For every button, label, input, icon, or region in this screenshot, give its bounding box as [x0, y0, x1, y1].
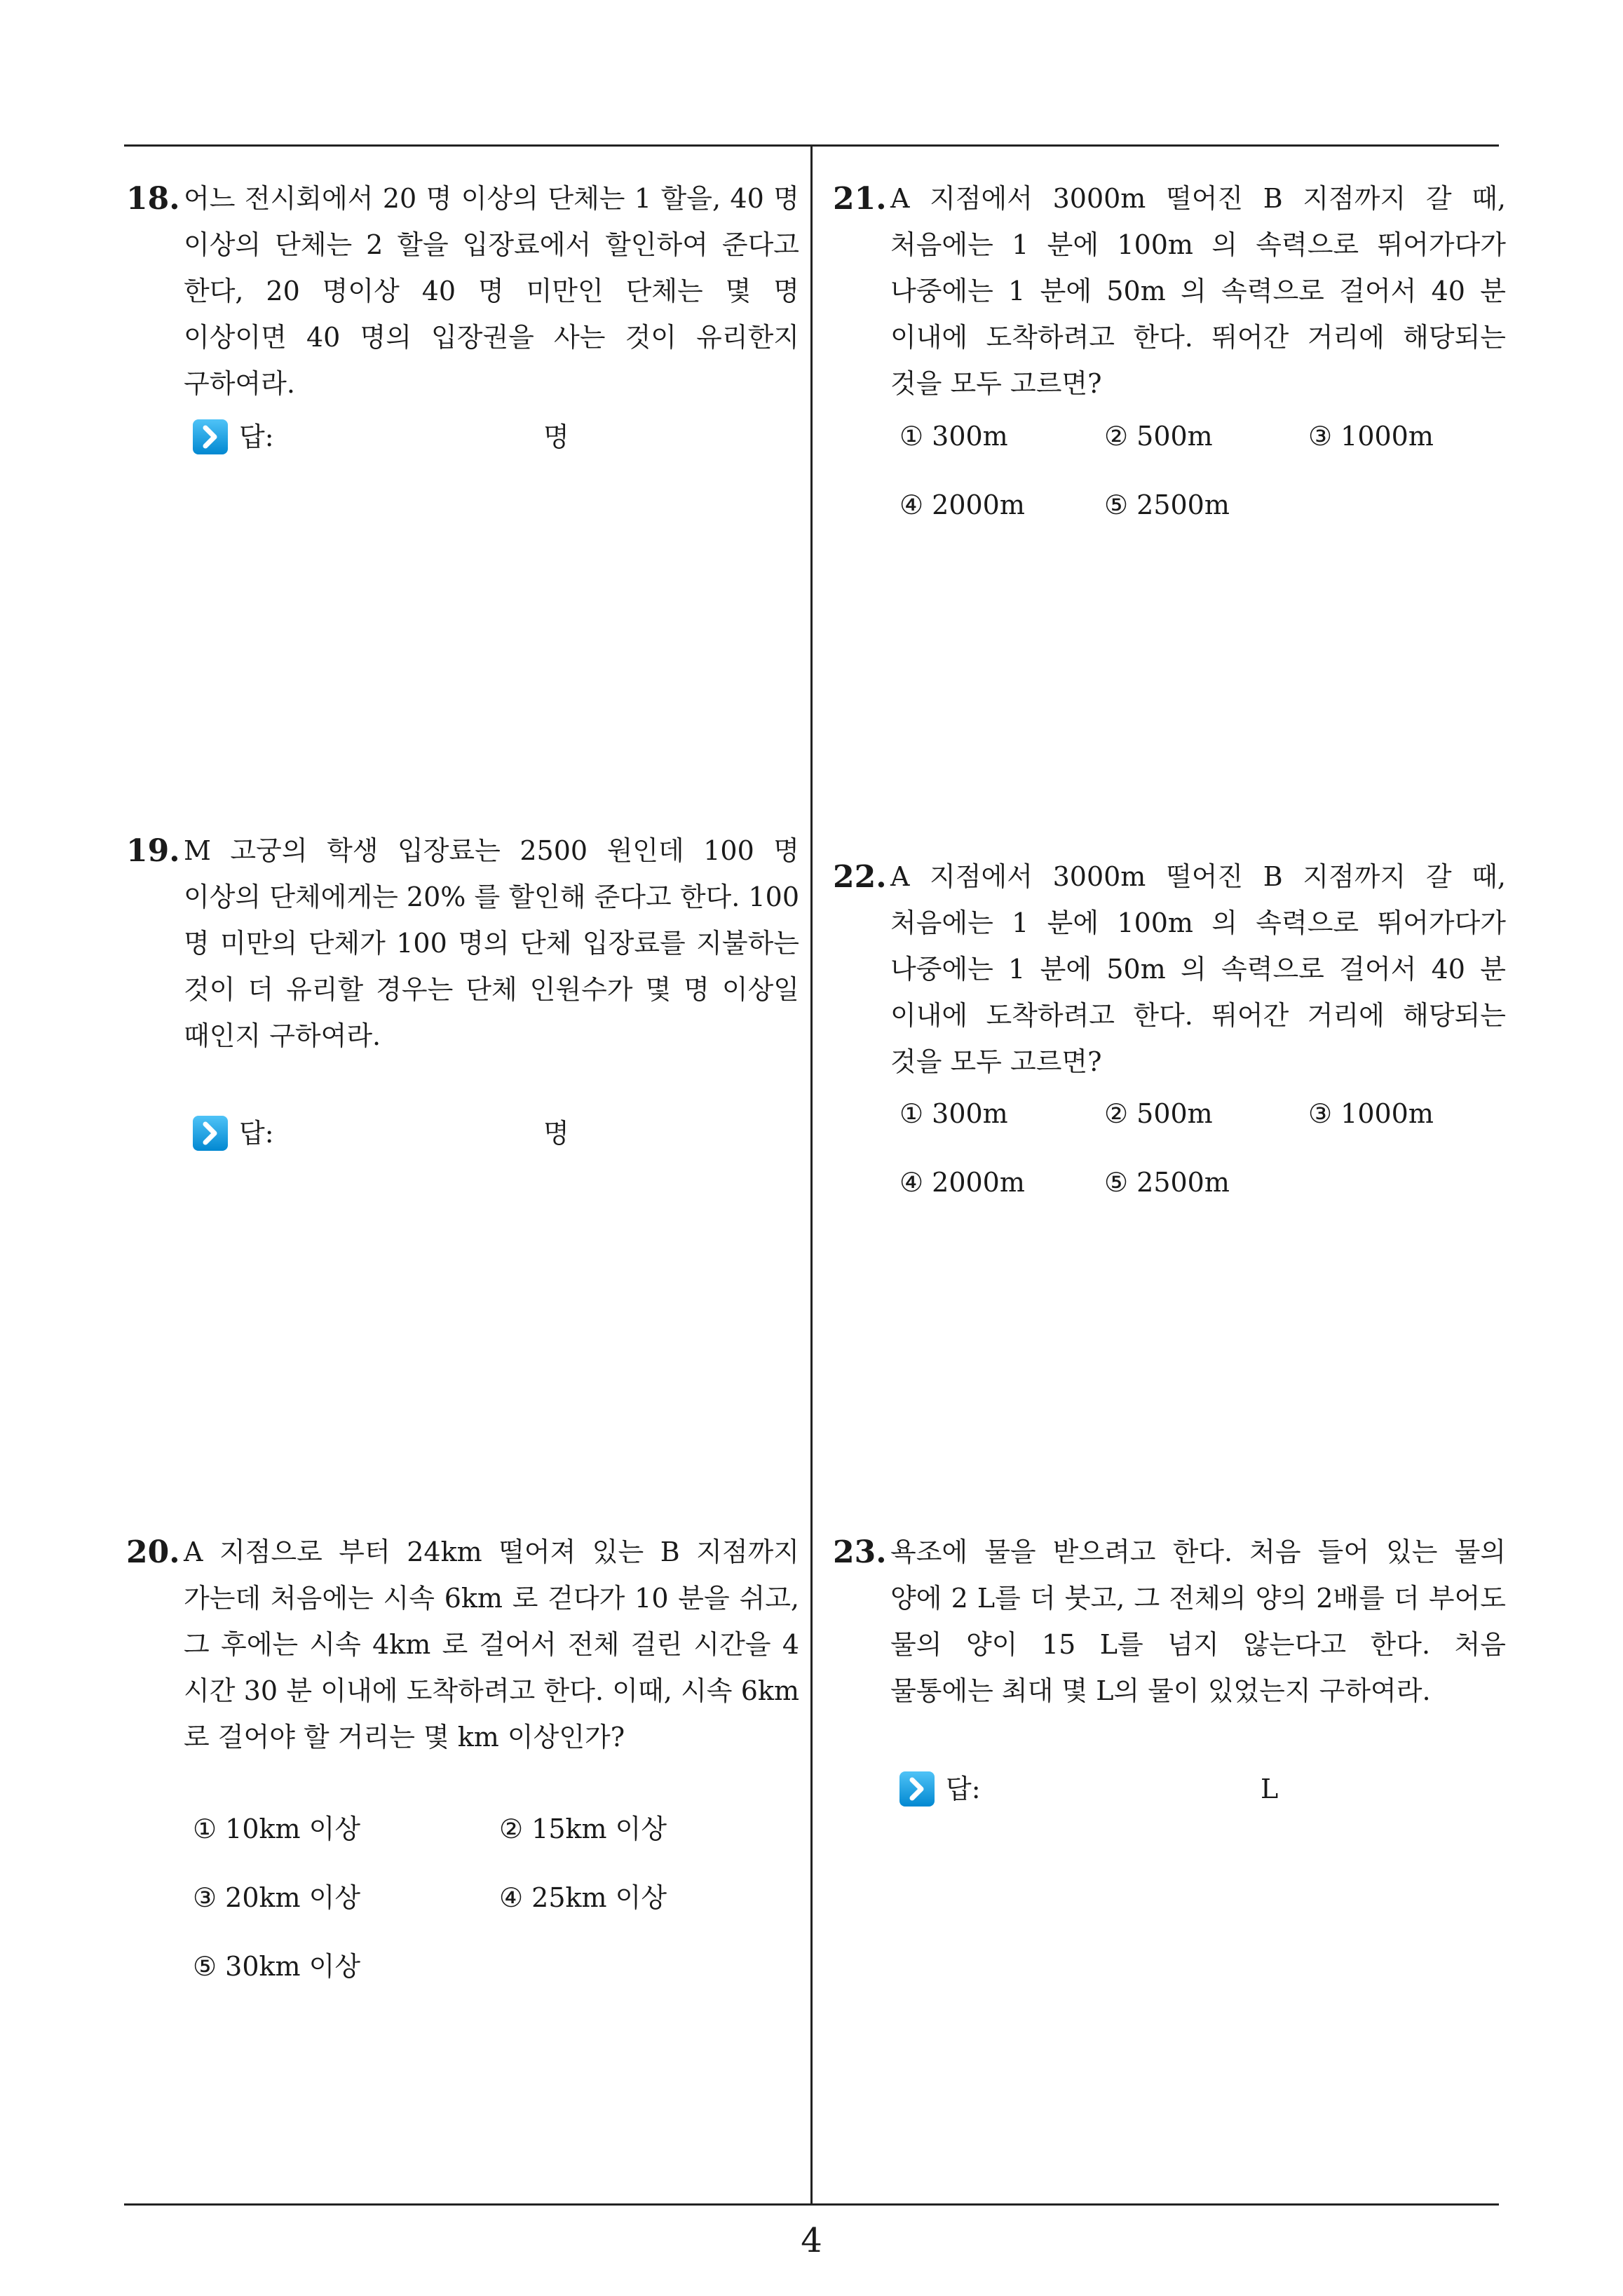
choice-4[interactable]: ④ 25km 이상	[499, 1882, 667, 1913]
problem-text: A 지점으로 부터 24km 떨어져 있는 B 지점까지 가는데 처음에는 시속 6km 로 걷다가 10 분을 쉬고, 그 후에는 시속 4km 로 걸어서 전체 걸린 시간을 4 시간 30 분 이내에 도착하려고 한다. 이때, 시속 6km 로 걸어야 할 거리는 몇 km 이상인가?	[184, 1537, 799, 1753]
answer-unit: L	[1261, 1774, 1279, 1804]
problem-number: 18.	[126, 181, 180, 217]
problem-number: 23.	[833, 1534, 887, 1570]
choice-2[interactable]: ② 500m	[1104, 1098, 1213, 1129]
problem-number: 19.	[126, 833, 180, 869]
problem-number: 20.	[126, 1534, 180, 1570]
choice-1[interactable]: ① 10km 이상	[193, 1814, 361, 1844]
answer-field-19[interactable]	[193, 1110, 585, 1152]
answer-unit: 명	[543, 421, 569, 452]
choice-4[interactable]: ④ 2000m	[899, 489, 1025, 520]
choice-1[interactable]: ① 300m	[899, 421, 1008, 452]
problem-18	[126, 175, 799, 407]
chevron-right-icon	[899, 1771, 935, 1807]
problem-text: A 지점에서 3000m 떨어진 B 지점까지 갈 때, 처음에는 1 분에 100m 의 속력으로 뛰어가다가 나중에는 1 분에 50m 의 속력으로 걸어서 40 분 이내에 도착하려고 한다. 뛰어간 거리에 해당되는 것을 모두 고르면?	[890, 183, 1506, 399]
choice-3[interactable]: ③ 1000m	[1308, 421, 1434, 452]
page-number: 4	[801, 2221, 822, 2260]
problem-23	[833, 1529, 1506, 1714]
choice-2[interactable]: ② 500m	[1104, 421, 1213, 452]
chevron-right-icon	[193, 1116, 228, 1151]
problem-21	[833, 175, 1506, 407]
choice-5[interactable]: ⑤ 2500m	[1104, 1167, 1230, 1198]
answer-label: 답:	[239, 421, 274, 452]
choice-3[interactable]: ③ 20km 이상	[193, 1882, 361, 1913]
answer-label: 답:	[946, 1774, 981, 1804]
problem-text: 욕조에 물을 받으려고 한다. 처음 들어 있는 물의 양에 2 L를 더 붓고, 그 전체의 양의 2배를 더 부어도 물의 양이 15 L를 넘지 않는다고 한다. 처음 물통에는 최대 몇 L의 물이 있었는지 구하여라.	[890, 1537, 1506, 1706]
answer-label: 답:	[239, 1118, 274, 1149]
answer-field-23[interactable]	[899, 1766, 1292, 1808]
choice-4[interactable]: ④ 2000m	[899, 1167, 1025, 1198]
answer-field-18[interactable]	[193, 414, 585, 456]
problem-text: M 고궁의 학생 입장료는 2500 원인데 100 명 이상의 단체에게는 20% 를 할인해 준다고 한다. 100 명 미만의 단체가 100 명의 단체 입장료를 지불하는 것이 더 유리할 경우는 단체 인원수가 몇 명 이상일 때인지 구하여라.	[184, 835, 799, 1051]
problem-19	[126, 828, 799, 1059]
choice-5[interactable]: ⑤ 30km 이상	[193, 1951, 361, 1982]
choice-3[interactable]: ③ 1000m	[1308, 1098, 1434, 1129]
problem-number: 21.	[833, 181, 887, 217]
choice-1[interactable]: ① 300m	[899, 1098, 1008, 1129]
bottom-rule	[124, 2203, 1499, 2206]
choice-5[interactable]: ⑤ 2500m	[1104, 489, 1230, 520]
problem-text: 어느 전시회에서 20 명 이상의 단체는 1 할을, 40 명 이상의 단체는 2 할을 입장료에서 할인하여 준다고 한다, 20 명이상 40 명 미만인 단체는 몇 명 이상이면 40 명의 입장권을 사는 것이 유리한지 구하여라.	[184, 183, 799, 399]
choice-2[interactable]: ② 15km 이상	[499, 1814, 667, 1844]
answer-unit: 명	[543, 1118, 569, 1149]
problem-number: 22.	[833, 859, 887, 895]
problem-text: A 지점에서 3000m 떨어진 B 지점까지 갈 때, 처음에는 1 분에 100m 의 속력으로 뛰어가다가 나중에는 1 분에 50m 의 속력으로 걸어서 40 분 이내에 도착하려고 한다. 뛰어간 거리에 해당되는 것을 모두 고르면?	[890, 861, 1506, 1077]
column-divider	[810, 144, 813, 2203]
problem-20	[126, 1529, 799, 1760]
problem-22	[833, 853, 1506, 1085]
chevron-right-icon	[193, 419, 228, 454]
